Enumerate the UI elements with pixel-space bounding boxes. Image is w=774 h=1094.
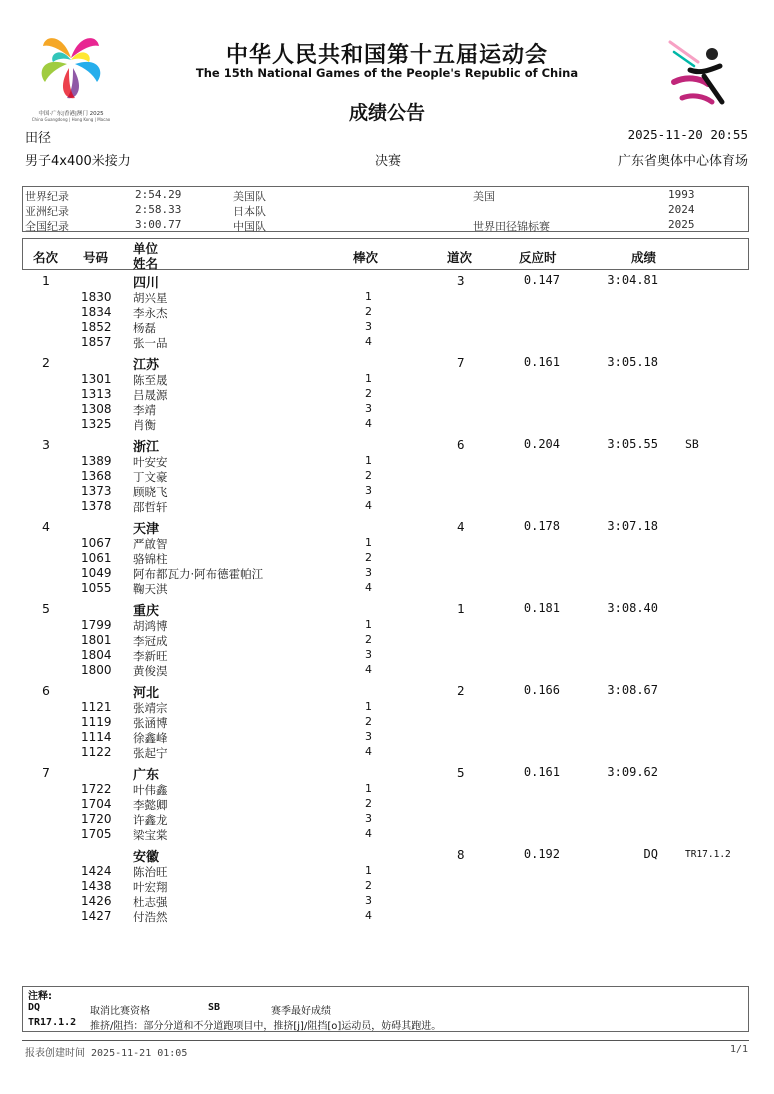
athlete-name: 李懿卿 [133,798,168,812]
athlete-name: 张涵博 [133,716,168,730]
athlete-row [0,469,774,484]
note-sb-code: SB [208,1002,221,1013]
athlete-row [0,730,774,745]
team-reaction: 0.204 [523,437,560,451]
team-unit: 广东 [133,768,160,783]
team-unit: 河北 [133,686,160,701]
logo-caption: 中国·广东|香港|澳门 2025 [38,111,104,117]
athlete-row [0,812,774,827]
athlete-bib: 1389 [81,454,112,468]
team-lane: 7 [457,355,465,370]
team-remark: TR17.1.2 [685,849,731,860]
athlete-leg: 2 [365,633,372,646]
athlete-row [0,536,774,551]
athlete-bib: 1373 [81,484,112,498]
col-name: 姓名 [133,256,159,271]
record-time: 2:58.33 [135,203,182,216]
athlete-leg: 3 [365,320,372,333]
athlete-leg: 4 [365,827,372,840]
team-rank: 6 [42,683,50,698]
record-holder: 美国队 [233,190,266,203]
team-reaction: 0.166 [523,683,560,697]
team-reaction: 0.161 [523,765,560,779]
team-unit: 四川 [133,276,160,291]
athlete-bib: 1427 [81,909,112,923]
team-result: 3:04.81 [607,273,658,287]
athlete-row [0,827,774,842]
athlete-leg: 3 [365,648,372,661]
record-country: 美国 [473,190,495,203]
athlete-row [0,566,774,581]
team-result: DQ [643,847,658,861]
athlete-name: 李靖 [133,403,156,417]
athlete-row [0,864,774,879]
athlete-name: 付浩然 [133,910,168,924]
athlete-name: 李新旺 [133,649,168,663]
athlete-bib: 1325 [81,417,112,431]
notes-label: 注释: [28,991,52,1002]
team-row [0,762,774,844]
athlete-leg: 2 [365,715,372,728]
athlete-bib: 1313 [81,387,112,401]
team-result: 3:08.67 [607,683,658,697]
record-country: 世界田径锦标赛 [473,220,550,233]
athlete-bib: 1378 [81,499,112,513]
col-lane: 道次 [447,250,473,265]
athlete-name: 阿布都瓦力·阿布德霍帕江 [133,567,264,581]
athlete-row [0,305,774,320]
athlete-bib: 1308 [81,402,112,416]
note-tr-text: 推挤/阻挡：部分分道和不分道跑项目中，推挤[j]/阻挡[o]运动员，妨碍其跑进。 [90,1021,442,1032]
record-holder: 中国队 [233,220,266,233]
team-unit: 天津 [133,522,160,537]
team-result: 3:07.18 [607,519,658,533]
team-rank: 3 [42,437,50,452]
athlete-leg: 1 [365,454,372,467]
note-dq-text: 取消比赛资格 [90,1006,150,1017]
games-title-en: The 15th National Games of the People's Republic of China [195,66,579,80]
report-datetime: 2025-11-20 20:55 [627,127,748,142]
athlete-row [0,648,774,663]
col-reaction: 反应时 [519,250,557,265]
athlete-row [0,417,774,432]
athlete-row [0,663,774,678]
athlete-name: 杨磊 [133,321,156,335]
athlete-name: 杜志强 [133,895,168,909]
athlete-bib: 1722 [81,782,112,796]
athlete-name: 徐鑫峰 [133,731,168,745]
athlete-leg: 3 [365,402,372,415]
athlete-leg: 1 [365,700,372,713]
record-year: 2025 [668,218,695,231]
athlete-name: 骆锦柱 [133,552,168,566]
athlete-bib: 1834 [81,305,112,319]
team-unit: 重庆 [133,604,160,619]
footer-divider [22,1040,749,1041]
athlete-bib: 1122 [81,745,112,759]
athlete-leg: 4 [365,417,372,430]
athlete-row [0,320,774,335]
athlete-name: 胡兴星 [133,291,168,305]
team-row [0,352,774,434]
athlete-name: 黄俊淏 [133,664,168,678]
col-result: 成绩 [631,250,657,265]
team-reaction: 0.161 [523,355,560,369]
athlete-name: 肖衡 [133,418,156,432]
record-type: 世界纪录 [25,190,69,203]
athlete-bib: 1799 [81,618,112,632]
team-row [0,844,774,926]
team-result: 3:09.62 [607,765,658,779]
athlete-bib: 1055 [81,581,112,595]
team-lane: 6 [457,437,465,452]
team-row [0,598,774,680]
athlete-leg: 2 [365,305,372,318]
athlete-leg: 3 [365,812,372,825]
athlete-bib: 1704 [81,797,112,811]
athlete-row [0,551,774,566]
record-row-world [23,188,748,203]
athlete-bib: 1114 [81,730,112,744]
athlete-bib: 1061 [81,551,112,565]
athlete-row [0,618,774,633]
athlete-name: 张起宁 [133,746,168,760]
athlete-leg: 1 [365,372,372,385]
athlete-name: 张靖宗 [133,701,168,715]
athlete-leg: 1 [365,864,372,877]
athlete-row [0,700,774,715]
athlete-row [0,499,774,514]
athlete-bib: 1800 [81,663,112,677]
team-lane: 3 [457,273,465,288]
athlete-bib: 1067 [81,536,112,550]
athlete-leg: 2 [365,551,372,564]
team-unit: 安徽 [133,850,160,865]
athlete-row [0,715,774,730]
record-time: 3:00.77 [135,218,182,231]
team-rank: 2 [42,355,50,370]
team-result: 3:05.55 [607,437,658,451]
logo-caption-en: China Guangdong | Hong Kong | Macao [31,117,111,122]
athlete-bib: 1801 [81,633,112,647]
col-rank: 名次 [33,250,59,265]
athlete-bib: 1426 [81,894,112,908]
athlete-row [0,335,774,350]
page-number: 1/1 [729,1044,748,1055]
team-lane: 4 [457,519,465,534]
athlete-name: 陈治旺 [133,865,168,879]
athlete-leg: 2 [365,387,372,400]
team-row [0,270,774,352]
athlete-leg: 4 [365,335,372,348]
athlete-leg: 4 [365,499,372,512]
athlete-leg: 4 [365,581,372,594]
athlete-bib: 1368 [81,469,112,483]
athlete-name: 吕晟源 [133,388,168,402]
note-dq-code: DQ [28,1002,41,1013]
athlete-leg: 4 [365,745,372,758]
athlete-name: 丁文豪 [133,470,168,484]
athlete-name: 叶伟鑫 [133,783,168,797]
athlete-name: 许鑫龙 [133,813,168,827]
athlete-bib: 1049 [81,566,112,580]
athlete-bib: 1121 [81,700,112,714]
athlete-row [0,633,774,648]
team-reaction: 0.147 [523,273,560,287]
athlete-bib: 1119 [81,715,112,729]
athlete-leg: 3 [365,566,372,579]
team-rank: 4 [42,519,50,534]
games-title-cn: 中华人民共和国第十五届运动会 [225,43,548,68]
athlete-leg: 1 [365,618,372,631]
results-list [0,270,774,926]
record-year: 2024 [668,203,695,216]
athlete-name: 顾晓飞 [133,485,168,499]
report-created-time: 报表创建时间 2025-11-21 01:05 [25,1048,188,1059]
team-unit: 江苏 [133,358,160,373]
records-table [22,186,749,232]
athlete-row [0,909,774,924]
athlete-bib: 1857 [81,335,112,349]
athlete-row [0,454,774,469]
athlete-bib: 1424 [81,864,112,878]
team-remark: SB [685,437,699,451]
athlete-name: 李冠成 [133,634,168,648]
athlete-leg: 3 [365,730,372,743]
athlete-name: 严啟智 [133,537,168,551]
record-year: 1993 [668,188,695,201]
note-tr-code: TR17.1.2 [28,1017,77,1028]
record-row-national [23,218,748,233]
athlete-leg: 4 [365,663,372,676]
athlete-name: 张一品 [133,336,168,350]
athlete-name: 陈至晟 [133,373,168,387]
athlete-row [0,797,774,812]
athlete-row [0,484,774,499]
team-rank: 1 [42,273,50,288]
athlete-row [0,782,774,797]
athlete-name: 胡鸿博 [133,619,168,633]
results-table-header [22,238,749,270]
athlete-leg: 2 [365,879,372,892]
team-row [0,434,774,516]
document-title: 成绩公告 [348,102,425,124]
team-reaction: 0.192 [523,847,560,861]
venue-name: 广东省奥体中心体育场 [617,154,748,169]
record-type: 亚洲纪录 [25,205,69,218]
athlete-bib: 1720 [81,812,112,826]
athlete-bib: 1438 [81,879,112,893]
sport-name: 田径 [25,131,52,146]
team-lane: 2 [457,683,465,698]
athlete-leg: 3 [365,894,372,907]
col-unit: 单位 [133,241,159,256]
team-result: 3:05.18 [607,355,658,369]
athlete-row [0,894,774,909]
athlete-leg: 1 [365,782,372,795]
athlete-leg: 3 [365,484,372,497]
team-row [0,680,774,762]
note-sb-text: 赛季最好成绩 [271,1006,331,1017]
athlete-row [0,290,774,305]
athlete-name: 梁宝棠 [133,828,168,842]
athlete-bib: 1852 [81,320,112,334]
round-name: 决赛 [375,154,402,169]
athlete-row [0,581,774,596]
athlete-bib: 1301 [81,372,112,386]
athlete-leg: 2 [365,797,372,810]
record-type: 全国纪录 [25,220,69,233]
team-result: 3:08.40 [607,601,658,615]
record-row-asia [23,203,748,218]
team-reaction: 0.178 [523,519,560,533]
col-leg: 棒次 [353,250,379,265]
team-row [0,516,774,598]
athlete-bib: 1830 [81,290,112,304]
athlete-name: 邵哲轩 [133,500,168,514]
event-name: 男子4x400米接力 [25,154,131,169]
athlete-name: 李永杰 [133,306,168,320]
athlete-name: 鞠天淇 [133,582,168,596]
col-bib: 号码 [83,250,109,265]
team-lane: 1 [457,601,465,616]
athlete-leg: 1 [365,290,372,303]
notes-box [22,986,749,1032]
athlete-bib: 1705 [81,827,112,841]
team-lane: 5 [457,765,465,780]
athlete-leg: 1 [365,536,372,549]
athlete-leg: 4 [365,909,372,922]
athlete-row [0,879,774,894]
team-lane: 8 [457,847,465,862]
athlete-leg: 2 [365,469,372,482]
team-rank: 7 [42,765,50,780]
athlete-row [0,402,774,417]
athlete-name: 叶宏翔 [133,880,168,894]
athlete-row [0,387,774,402]
athlete-row [0,745,774,760]
team-reaction: 0.181 [523,601,560,615]
record-time: 2:54.29 [135,188,182,201]
team-rank: 5 [42,601,50,616]
athlete-name: 叶安安 [133,455,168,469]
athlete-row [0,372,774,387]
record-holder: 日本队 [233,205,266,218]
athlete-bib: 1804 [81,648,112,662]
team-unit: 浙江 [133,440,160,455]
